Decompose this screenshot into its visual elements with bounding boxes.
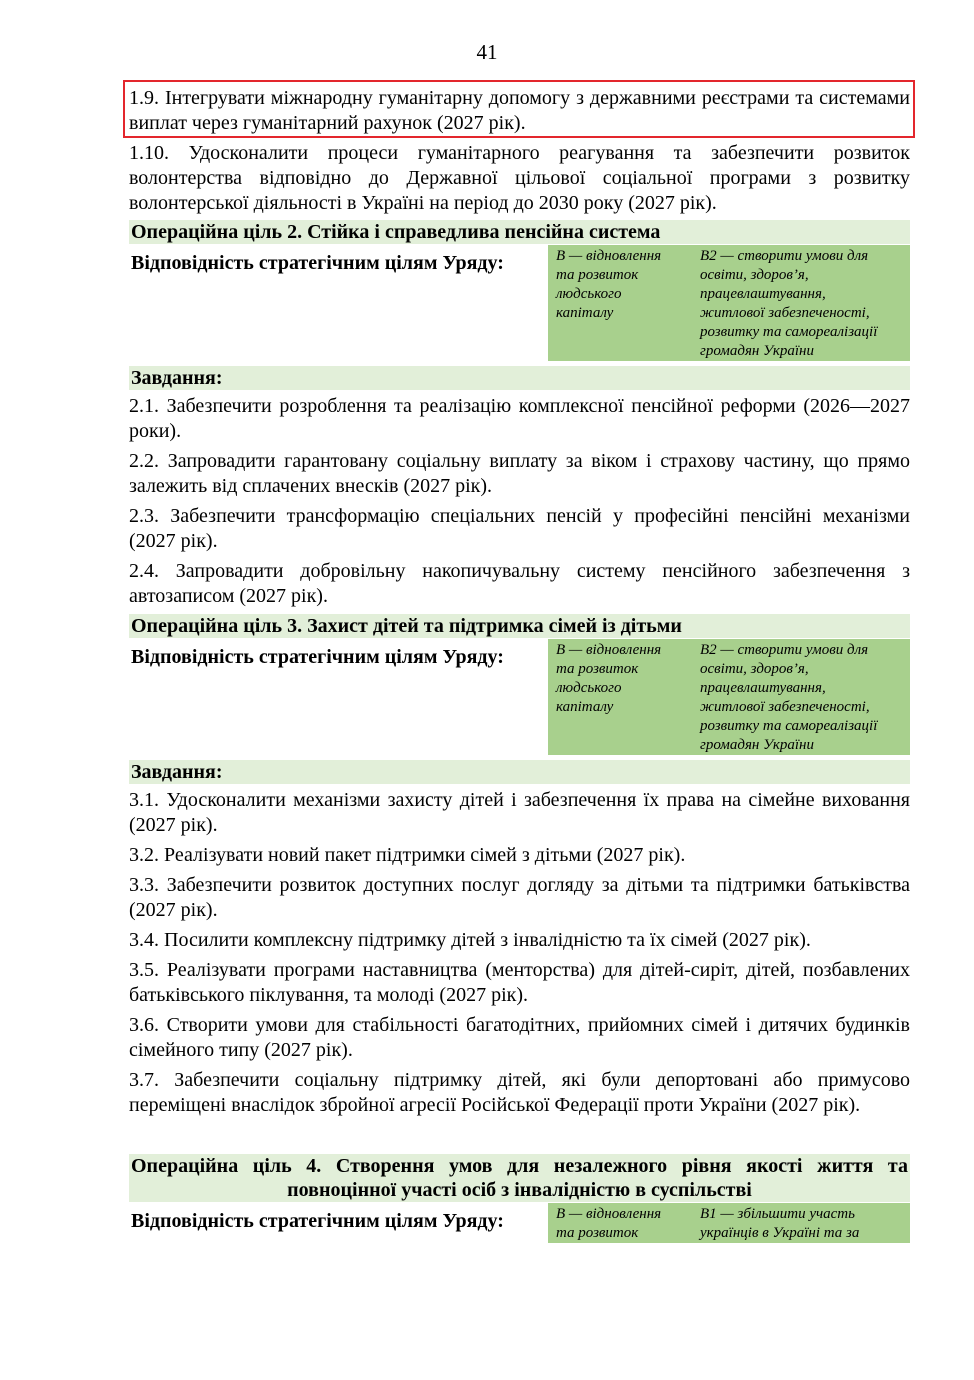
alignment-label: Відповідність стратегічним цілям Уряду: <box>131 252 504 274</box>
cell-line: освіти, здоров’я, <box>700 267 809 283</box>
task-2-1: 2.1. Забезпечити розроблення та реалізацію комплексної пенсійної реформи (2026—2027 роки). <box>129 395 910 442</box>
task-3-5: 3.5. Реалізувати програми наставництва (менторства) для дітей-сиріт, дітей, позбавлених батьківського піклування, та молоді (2027 рік). <box>129 959 910 1006</box>
cell-line: капіталу <box>556 699 614 715</box>
cell-line: В2 — створити умови для <box>700 248 869 264</box>
strategic-subgoal-cell <box>692 245 910 361</box>
cell-line: В — відновлення <box>556 642 662 658</box>
cell-line: В — відновлення <box>556 1206 662 1222</box>
cell-line: та розвиток <box>556 267 639 283</box>
cell-line: житлової забезпеченості, <box>700 699 870 715</box>
task-2-2: 2.2. Запровадити гарантовану соціальну виплату за віком і страхову частину, що прямо залежить від сплачених внесків (2027 рік). <box>129 450 910 497</box>
task-3-2: 3.2. Реалізувати новий пакет підтримки сімей з дітьми (2027 рік). <box>129 844 686 866</box>
page-number: 41 <box>476 40 498 64</box>
goal-4-alignment-row <box>129 1203 910 1243</box>
cell-line: українців в Україні та за <box>700 1225 860 1241</box>
cell-line: розвитку та самореалізації <box>700 718 878 734</box>
goal-2-tasks-header: Завдання: <box>129 366 910 390</box>
cell-line: та розвиток <box>556 1225 639 1241</box>
cell-line: В1 — збільшити участь <box>700 1206 855 1222</box>
cell-line: освіти, здоров’я, <box>700 661 809 677</box>
cell-line: громадян України <box>700 737 814 753</box>
strategic-subgoal-cell <box>692 1203 910 1243</box>
goal-4-alignment-cells <box>548 1203 910 1243</box>
cell-line: людського <box>556 286 622 302</box>
goal-3-tasks-header: Завдання: <box>129 760 910 784</box>
goal-2-alignment-row <box>129 245 910 361</box>
alignment-label: Відповідність стратегічним цілям Уряду: <box>131 1210 504 1232</box>
cell-line: працевлаштування, <box>700 680 826 696</box>
cell-line: житлової забезпеченості, <box>700 305 870 321</box>
task-3-7: 3.7. Забезпечити соціальну підтримку дітей, які були депортовані або примусово переміщені внаслідок збройної агресії Російської Федерації проти України (2027 рік). <box>129 1069 910 1116</box>
cell-line: В — відновлення <box>556 248 662 264</box>
goal-3-header: Операційна ціль 3. Захист дітей та підтримка сімей із дітьми <box>129 614 910 638</box>
cell-line: працевлаштування, <box>700 286 826 302</box>
goal-3-alignment-cells <box>548 639 910 755</box>
cell-line: В2 — створити умови для <box>700 642 869 658</box>
task-3-3: 3.3. Забезпечити розвиток доступних послуг догляду за дітьми та підтримки батьківства (2027 рік). <box>129 874 910 921</box>
strategic-goal-cell <box>548 1203 692 1243</box>
task-1-10: 1.10. Удосконалити процеси гуманітарного реагування та забезпечити розвиток волонтерства відповідно до Державної цільової соціальної програми з розвитку волонтерської діяльності в Україні на період до 2030 року (2027 рік). <box>129 142 910 214</box>
task-2-4: 2.4. Запровадити добровільну накопичувальну систему пенсійного забезпечення з автозаписом (2027 рік). <box>129 560 910 607</box>
task-2-3: 2.3. Забезпечити трансформацію спеціальних пенсій у професійні пенсійні механізми (2027 рік). <box>129 505 910 552</box>
task-3-6: 3.6. Створити умови для стабільності багатодітних, прийомних сімей і дитячих будинків сімейного типу (2027 рік). <box>129 1014 910 1061</box>
task-1-9: 1.9. Інтегрувати міжнародну гуманітарну допомогу з державними реєстрами та системами виплат через гуманітарний рахунок (2027 рік). <box>129 87 910 134</box>
alignment-label: Відповідність стратегічним цілям Уряду: <box>131 646 504 668</box>
cell-line: та розвиток <box>556 661 639 677</box>
task-3-1: 3.1. Удосконалити механізми захисту дітей і забезпечення їх права на сімейне виховання (2027 рік). <box>129 789 910 836</box>
cell-line: капіталу <box>556 305 614 321</box>
strategic-goal-cell <box>548 639 692 755</box>
document-body <box>129 86 910 1243</box>
goal-2-alignment-cells <box>548 245 910 361</box>
cell-line: розвитку та самореалізації <box>700 324 878 340</box>
goal-2-header: Операційна ціль 2. Стійка і справедлива пенсійна система <box>129 220 910 244</box>
strategic-subgoal-cell <box>692 639 910 755</box>
task-3-4: 3.4. Посилити комплексну підтримку дітей з інвалідністю та їх сімей (2027 рік). <box>129 929 811 951</box>
strategic-goal-cell <box>548 245 692 361</box>
cell-line: громадян України <box>700 343 814 359</box>
goal-4-header: Операційна ціль 4. Створення умов для незалежного рівня якості життя та повноцінної участі осіб з інвалідністю в суспільстві <box>131 1155 908 1201</box>
goal-3-alignment-row <box>129 639 910 755</box>
cell-line: людського <box>556 680 622 696</box>
